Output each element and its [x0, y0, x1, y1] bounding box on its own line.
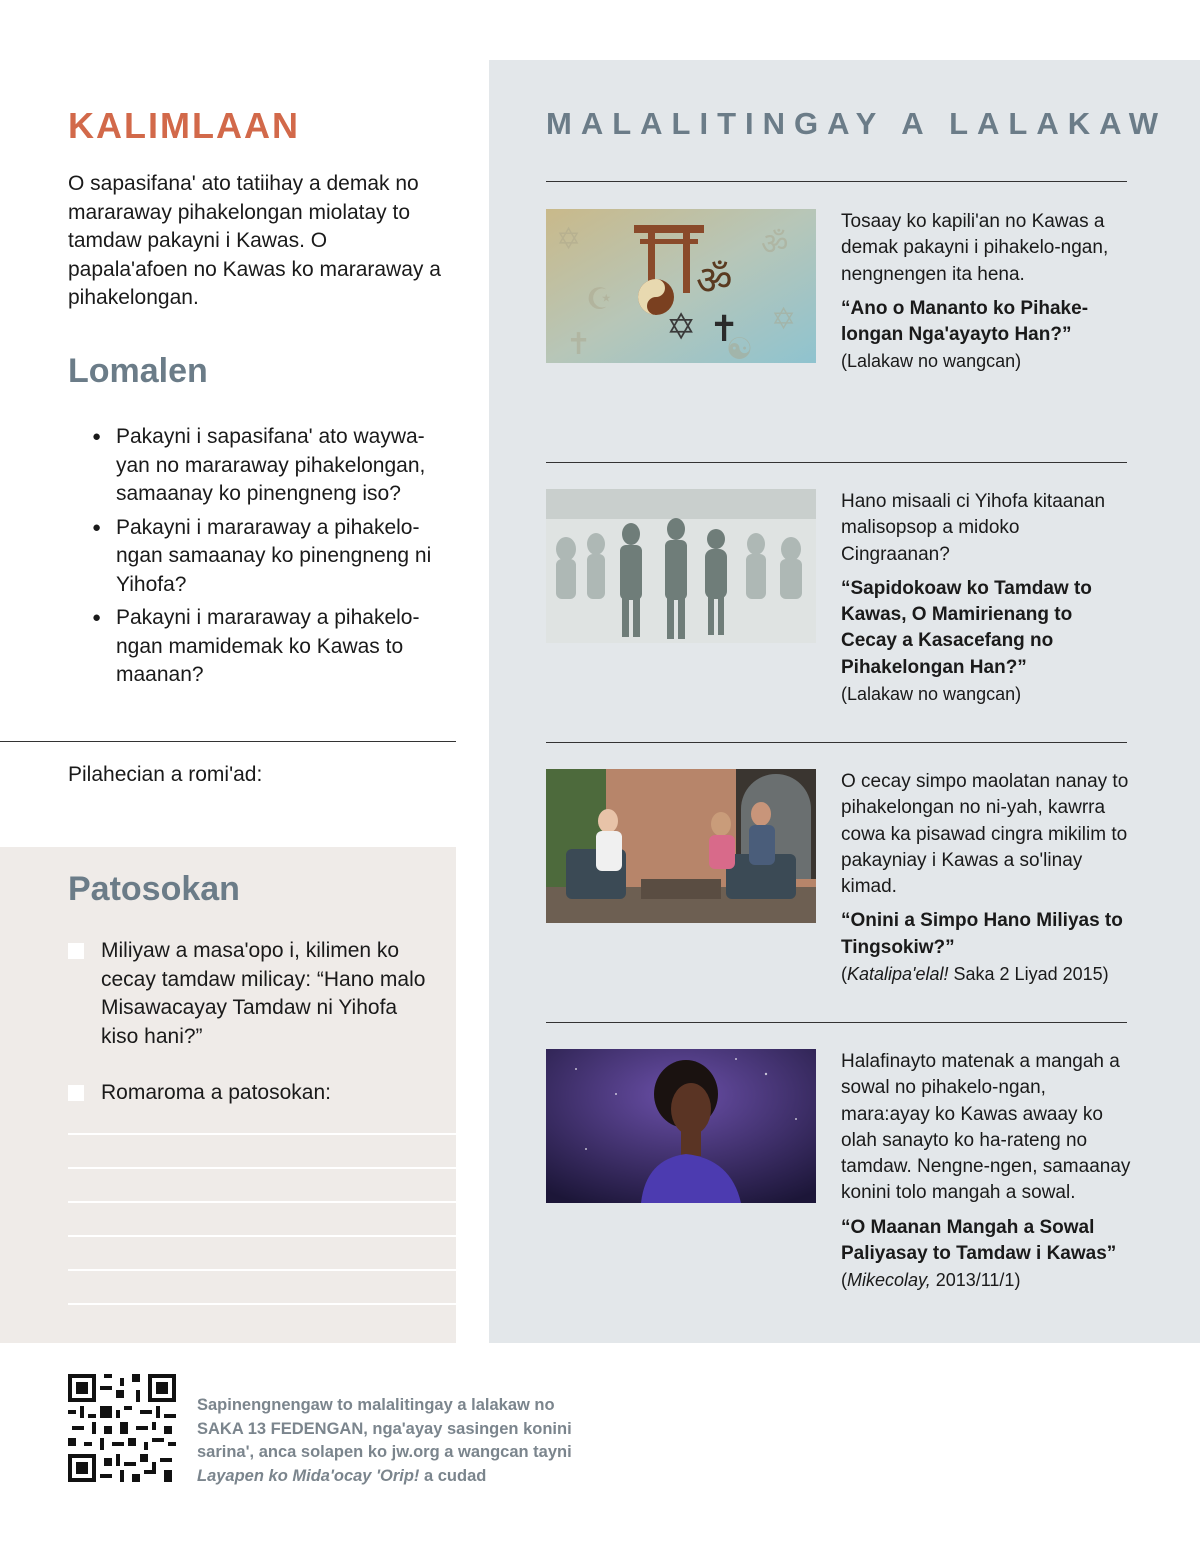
checklist-item-text: Romaroma a patosokan:	[101, 1081, 331, 1104]
svg-text:✡: ✡	[556, 222, 582, 257]
writing-line[interactable]	[68, 1133, 456, 1135]
article-source: (Lalakaw no wangcan)	[841, 351, 1022, 372]
article-title[interactable]: “O Maanan Mangah a Sowal Paliyasay to Tamdaw i Kawas”	[841, 1216, 1117, 1265]
svg-text:ॐ: ॐ	[761, 227, 789, 262]
patosokan-heading: Patosokan	[68, 870, 240, 908]
svg-text:✡: ✡	[666, 307, 697, 348]
congregation-gathering-image	[546, 489, 816, 643]
article-text	[841, 209, 1131, 375]
article-source-issue: 2013/11/1)	[930, 1270, 1021, 1291]
svg-text:✝: ✝	[566, 327, 592, 362]
writing-line[interactable]	[68, 1269, 456, 1271]
article-title[interactable]: “Sapidokoaw ko Tamdaw to Kawas, O Mamirienang to Cecay a Kasacefang no Pihakelongan Han?”	[841, 577, 1092, 678]
footer-note-end: a cudad	[419, 1466, 487, 1485]
svg-text:ॐ: ॐ	[696, 258, 733, 304]
divider	[546, 462, 1127, 463]
divider	[0, 741, 456, 742]
article-text	[841, 769, 1131, 987]
article-summary: Tosaay ko kapili'an no Kawas a demak pakayni i pihakelo-ngan, nengnengen ita hena.	[841, 211, 1109, 285]
divider	[546, 742, 1127, 743]
date-field-label: Pilahecian a romi'ad:	[68, 763, 263, 786]
article-title[interactable]: “Onini a Simpo Hano Miliyas to Tingsokiw?”	[841, 910, 1123, 958]
article-source-publication: Mikecolay,	[847, 1270, 931, 1291]
woman-night-sky-image	[546, 1049, 816, 1203]
checklist-item-text: Miliyaw a masa'opo i, kilimen ko cecay tamdaw milicay: “Hano malo Misawacayay Tamdaw ni Yihofa kiso hani?”	[101, 939, 426, 1048]
svg-text:☯: ☯	[726, 332, 753, 363]
writing-line[interactable]	[68, 1235, 456, 1237]
lomalen-heading: Lomalen	[68, 352, 208, 390]
svg-text:✡: ✡	[771, 302, 797, 337]
checkbox[interactable]	[68, 943, 84, 959]
article-text	[841, 1049, 1131, 1294]
footer-publication-title: Layapen ko Mida'ocay 'Orip!	[197, 1466, 420, 1485]
question-item: ● Pakayni i sapasifana' ato waywa-yan no mararaway pihakelongan, samaanay ko pinengneng iso?	[92, 423, 452, 509]
article-source-issue: Saka 2 Liyad 2015)	[948, 964, 1109, 985]
question-list	[92, 423, 452, 695]
kalimlaan-heading: KALIMLAAN	[68, 105, 300, 146]
kalimlaan-paragraph: O sapasifana' ato tatiihay a demak no mararaway pihakelongan miolatay to tamdaw pakayni i Kawas. O papala'afoen no Kawas ko mararaway a pihakelongan.	[68, 172, 441, 309]
article-summary: O cecay simpo maolatan nanay to pihakelongan no ni-yah, kawrra cowa ka pisawad cingra mikilim to pakayniay i Kawas a so'linay kimad.	[841, 771, 1129, 898]
bible-discussion-patio-image	[546, 769, 816, 923]
article-source: (Mikecolay, 2013/11/1)	[841, 1270, 1021, 1291]
world-religions-symbols-image	[546, 209, 816, 363]
svg-text:☪: ☪	[586, 282, 613, 317]
footer-note	[197, 1394, 597, 1488]
article-source: (Katalipa'elal! Saka 2 Liyad 2015)	[841, 964, 1109, 985]
writing-line[interactable]	[68, 1167, 456, 1169]
article-summary: Halafinayto matenak a mangah a sowal no pihakelo-ngan, mara:ayay ko Kawas awaay ko olah sanayto ko ha-rateng no tamdaw. Nengne-ngen, samaanay konini tolo mangah a sowal.	[841, 1051, 1131, 1204]
divider	[546, 181, 1127, 182]
question-item: ● Pakayni i mararaway a pihakelo-ngan samaanay ko pinengneng ni Yihofa?	[92, 514, 452, 600]
article-source: (Lalakaw no wangcan)	[841, 684, 1022, 705]
article-title[interactable]: “Ano o Mananto ko Pihake-longan Nga'ayayto Han?”	[841, 297, 1089, 346]
svg-text:✝: ✝	[709, 309, 740, 350]
divider	[546, 1022, 1127, 1023]
related-articles-heading: MALALITINGAY A LALAKAW	[546, 106, 1168, 141]
checkbox[interactable]	[68, 1085, 84, 1101]
writing-line[interactable]	[68, 1303, 456, 1305]
article-summary: Hano misaali ci Yihofa kitaanan malisopsop a midoko Cingraanan?	[841, 491, 1106, 565]
footer-note-text: Sapinengnengaw to malalitingay a lalakaw no SAKA 13 FEDENGAN, nga'ayay sasingen konini sarina', anca solapen ko jw.org a wangcan tayni	[197, 1396, 572, 1461]
writing-line[interactable]	[68, 1201, 456, 1203]
article-source-publication: Katalipa'elal!	[847, 964, 949, 985]
article-text	[841, 489, 1131, 707]
question-item: ● Pakayni i mararaway a pihakelo-ngan mamidemak ko Kawas to maanan?	[92, 604, 452, 690]
qr-code[interactable]	[68, 1374, 176, 1482]
